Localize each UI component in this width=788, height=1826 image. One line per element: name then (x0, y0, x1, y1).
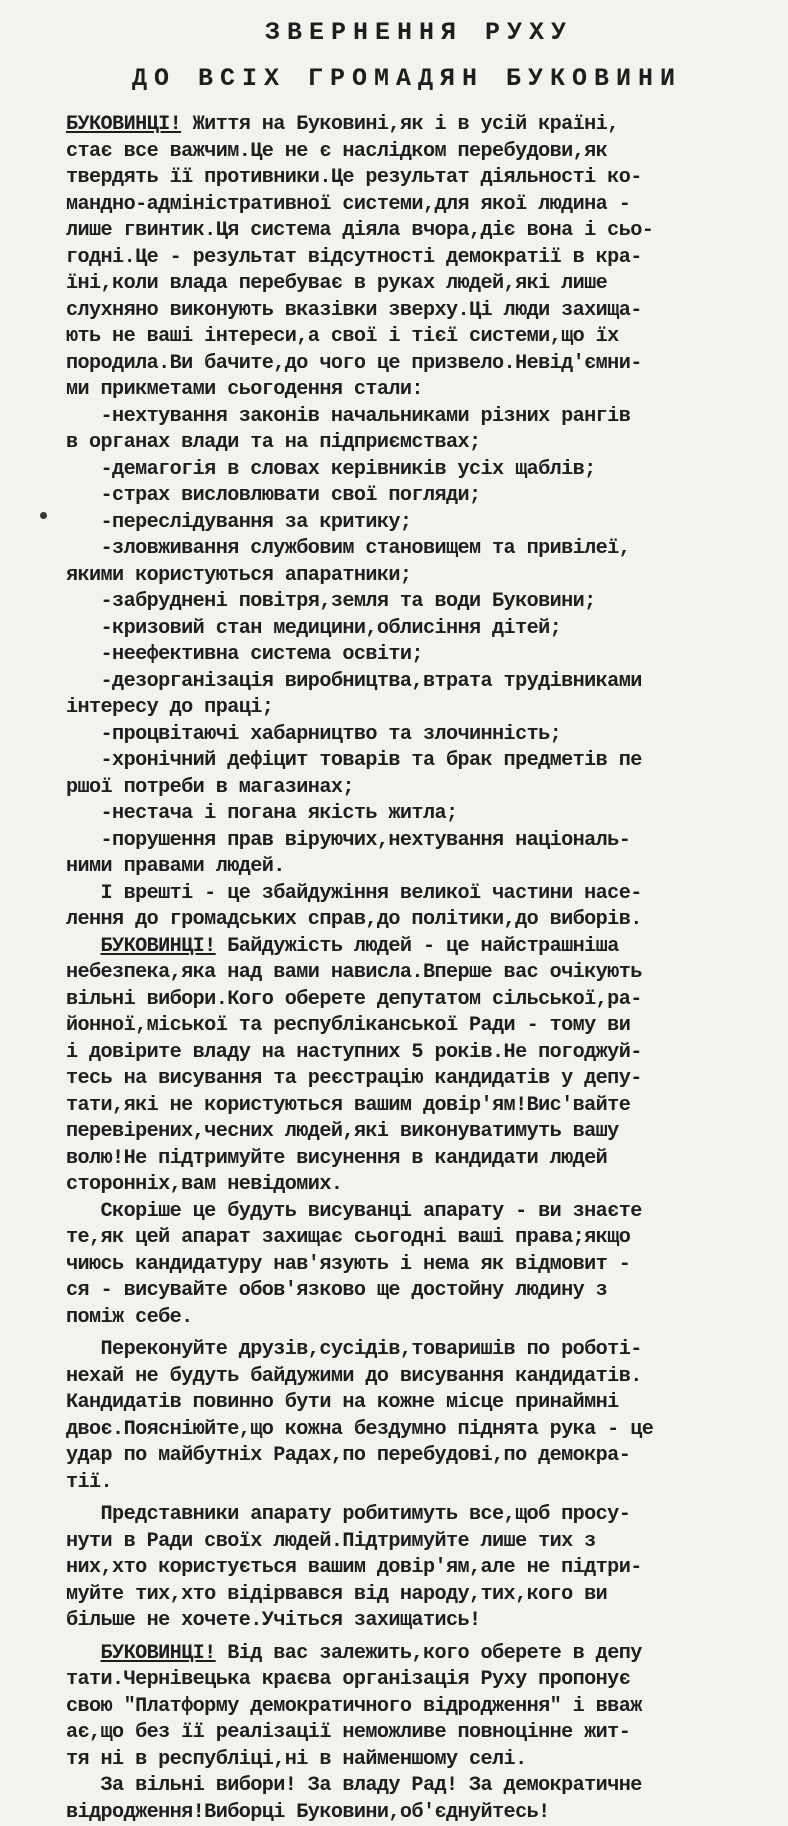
text-line-content: твердять її противники.Це результат діяльності ко- (66, 166, 642, 189)
text-line-content: тати.Чернівецька краєва організація Руху пропонує (66, 1668, 630, 1691)
text-line-content: -кризовий стан медицини,облисіння дітей; (66, 617, 561, 640)
text-line (66, 1694, 748, 1721)
text-line-content: мандно-адміністративної системи,для якої людина - (66, 193, 630, 216)
text-line (66, 1364, 748, 1391)
text-line (66, 1502, 748, 1529)
text-line-content: стає все важчим.Це не є наслідком перебудови,як (66, 140, 607, 163)
text-line-content: -нестача і погана якість житла; (66, 802, 458, 825)
text-line-content: муйте тих,хто відірвався від народу,тих,кого ви (66, 1583, 607, 1606)
text-line-content: сторонніх,вам невідомих. (66, 1173, 342, 1196)
text-line (66, 1773, 748, 1800)
text-line-content: породила.Ви бачите,до чого це призвело.Невід'ємни- (66, 352, 642, 375)
text-line-content: ає,що без її реалізації неможливе повноцінне жит- (66, 1721, 630, 1744)
text-line (66, 457, 748, 484)
text-line (66, 907, 748, 934)
text-line (66, 1470, 748, 1497)
text-line (66, 1093, 748, 1120)
text-line-content: йонної,міської та республіканської Ради - тому ви (66, 1014, 630, 1037)
text-line (66, 1146, 748, 1173)
text-line-content: ршої потреби в магазинах; (66, 776, 354, 799)
text-line-content: За вільні вибори! За владу Рад! За демократичне (66, 1774, 642, 1797)
document-body (66, 112, 748, 1826)
text-line-content: Представники апарату робитимуть все,щоб просу- (66, 1503, 630, 1526)
address-bukovyntsi: БУКОВИНЦІ! (66, 113, 181, 136)
text-line-content: тії. (66, 1471, 112, 1494)
text-line-content: тати,які не користуються вашим довір'ям!Вис'вайте (66, 1094, 630, 1117)
text-line (66, 1337, 748, 1364)
text-line (66, 271, 748, 298)
text-line-content: -хронічний дефіцит товарів та брак предметів пе (66, 749, 642, 772)
text-line-content: -порушення прав віруючих,нехтування національ- (66, 829, 630, 852)
text-line-content: -страх висловлювати свої погляди; (66, 484, 481, 507)
text-line (66, 1608, 748, 1635)
text-line-content: відродження!Виборці Буковини,об'єднуйтесь! (66, 1801, 550, 1824)
text-line (66, 1720, 748, 1747)
text-line-content: -дезорганізація виробництва,втрата трудівниками (66, 670, 642, 693)
text-line (66, 139, 748, 166)
text-line (66, 1417, 748, 1444)
text-line (66, 1013, 748, 1040)
text-line (66, 1225, 748, 1252)
text-line-content: Байдужість людей - це найстрашніша (216, 935, 619, 958)
text-line-content: більше не хочете.Учіться захищатись! (66, 1609, 481, 1632)
document-title-line-2: ДО ВСІХ ГРОМАДЯН БУКОВИНИ (66, 56, 748, 102)
text-line-content: лише гвинтик.Ця система діяла вчора,діє вона і сьо- (66, 219, 653, 242)
text-line (66, 483, 748, 510)
address-bukovyntsi: БУКОВИНЦІ! (101, 1642, 216, 1665)
text-line-content: ють не ваші інтереси,а свої і тієї системи,що їх (66, 325, 619, 348)
ink-dot-mark (40, 512, 47, 519)
text-line (66, 1555, 748, 1582)
text-line (66, 854, 748, 881)
text-line (66, 1641, 748, 1668)
text-line-content: -процвітаючі хабарництво та злочинність; (66, 723, 561, 746)
text-line (66, 324, 748, 351)
text-line-content: те,як цей апарат захищає сьогодні ваші права;якщо (66, 1226, 630, 1249)
text-line-content: Скоріше це будуть висуванці апарату - ви знаєте (66, 1200, 642, 1223)
text-line (66, 881, 748, 908)
text-line (66, 642, 748, 669)
text-line (66, 298, 748, 325)
text-line-content: -забруднені повітря,земля та води Буковини; (66, 590, 596, 613)
text-line-content: лення до громадських справ,до політики,до виборів. (66, 908, 642, 931)
text-line (66, 722, 748, 749)
address-bukovyntsi: БУКОВИНЦІ! (101, 935, 216, 958)
text-line (66, 1278, 748, 1305)
text-line-content: якими користуються апаратники; (66, 564, 411, 587)
text-line-content: -неефективна система освіти; (66, 643, 423, 666)
text-line-content: свою "Платформу демократичного відродження" і вваж (66, 1695, 642, 1718)
text-line (66, 112, 748, 139)
text-line-content: поміж себе. (66, 1306, 193, 1329)
text-line (66, 589, 748, 616)
text-line (66, 1529, 748, 1556)
text-line (66, 563, 748, 590)
text-line-content: вільні вибори.Кого оберете депутатом сільської,ра- (66, 988, 642, 1011)
text-line (66, 1040, 748, 1067)
text-line-content: Життя на Буковині,як і в усій країні, (181, 113, 619, 136)
text-line (66, 1199, 748, 1226)
text-line (66, 828, 748, 855)
text-line (66, 748, 748, 775)
text-line (66, 987, 748, 1014)
text-line (66, 351, 748, 378)
text-line (66, 616, 748, 643)
text-line (66, 218, 748, 245)
text-line (66, 165, 748, 192)
text-line-content: волю!Не підтримуйте висунення в кандидати людей (66, 1147, 607, 1170)
text-line-content: ними правами людей. (66, 855, 285, 878)
text-line (66, 960, 748, 987)
document-title-line-1: ЗВЕРНЕННЯ РУХУ (90, 10, 748, 56)
text-line (66, 1390, 748, 1417)
text-line (66, 1582, 748, 1609)
text-line-content: удар по майбутніх Радах,по перебудові,по демокра- (66, 1444, 630, 1467)
text-line-content: нехай не будуть байдужими до висування кандидатів. (66, 1365, 642, 1388)
text-line-content: Від вас залежить,кого оберете в депу (216, 1642, 642, 1665)
text-line-content: слухняно виконують вказівки зверху.Ці люди захища- (66, 299, 642, 322)
text-line-content: них,хто користується вашим довір'ям,але не підтри- (66, 1556, 642, 1579)
text-line (66, 801, 748, 828)
text-line (66, 934, 748, 961)
text-line-content: нути в Ради своїх людей.Підтримуйте лише тих з (66, 1530, 596, 1553)
text-line (66, 669, 748, 696)
text-line (66, 430, 748, 457)
text-line (66, 1747, 748, 1774)
text-line-content: двоє.Поясніюйте,що кожна бездумно піднята рука - це (66, 1418, 653, 1441)
text-line-content: -демагогія в словах керівників усіх щаблів; (66, 458, 596, 481)
text-line-content: перевірених,чесних людей,які виконуватимуть вашу (66, 1120, 619, 1143)
text-line (66, 1800, 748, 1826)
text-line-content: і довірите владу на наступних 5 років.Не погоджуй- (66, 1041, 642, 1064)
text-line-content: І врешті - це збайдужіння великої частини насе- (66, 882, 642, 905)
text-line (66, 377, 748, 404)
text-line-content: Кандидатів повинно бути на кожне місце принаймні (66, 1391, 619, 1414)
text-line-content: тя ні в республіці,ні в найменшому селі. (66, 1748, 527, 1771)
text-line (66, 1119, 748, 1146)
text-line-content: ся - висувайте обов'язково ще достойну людину з (66, 1279, 607, 1302)
text-line (66, 536, 748, 563)
text-line (66, 1172, 748, 1199)
text-line (66, 404, 748, 431)
text-line-content: годні.Це - результат відсутності демократії в кра- (66, 246, 642, 269)
text-line-content: ми прикметами сьогодення стали: (66, 378, 423, 401)
text-line-content: Переконуйте друзів,сусідів,товаришів по роботі- (66, 1338, 642, 1361)
text-line-content: -переслідування за критику; (66, 511, 411, 534)
text-line-content: -зловживання службовим становищем та привілеї, (66, 537, 630, 560)
text-line-content: їні,коли влада перебуває в руках людей,які лише (66, 272, 607, 295)
text-line (66, 245, 748, 272)
text-line (66, 1305, 748, 1332)
text-line (66, 192, 748, 219)
text-line-content: чиюсь кандидатуру нав'язують і нема як відмовит - (66, 1253, 630, 1276)
text-line-content: -нехтування законів начальниками різних рангів (66, 405, 630, 428)
text-line-content: небезпека,яка над вами нависла.Вперше вас очікують (66, 961, 642, 984)
text-line-content: інтересу до праці; (66, 696, 273, 719)
text-line (66, 1667, 748, 1694)
text-line (66, 1252, 748, 1279)
text-line (66, 1443, 748, 1470)
text-line-content: в органах влади та на підприємствах; (66, 431, 481, 454)
text-line (66, 775, 748, 802)
text-line (66, 510, 748, 537)
text-line (66, 1066, 748, 1093)
text-line (66, 695, 748, 722)
text-line-content: тесь на висування та реєстрацію кандидатів у депу- (66, 1067, 642, 1090)
